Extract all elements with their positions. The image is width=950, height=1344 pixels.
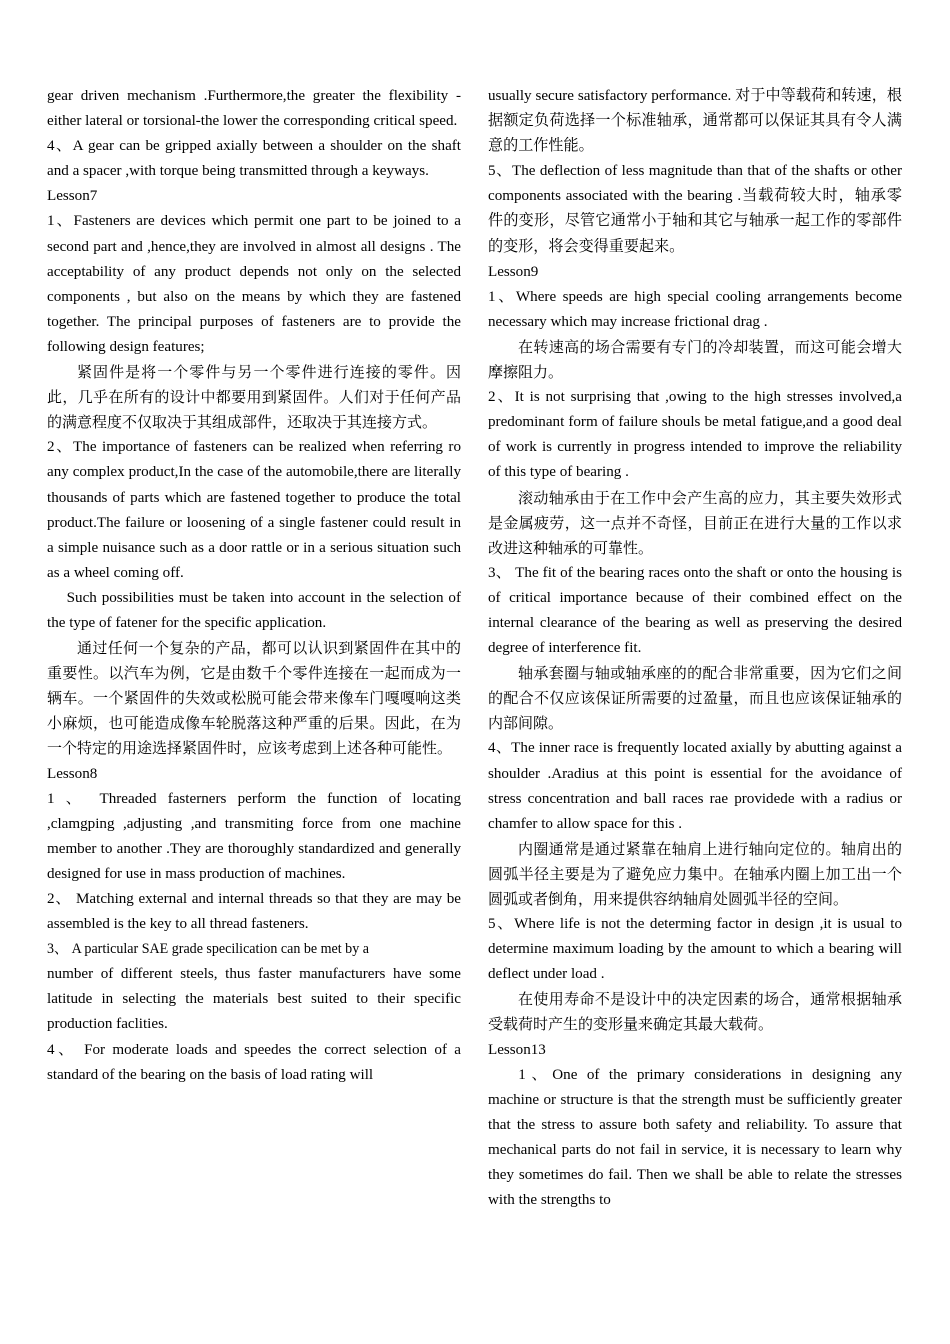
paragraph-lesson7-item-2-translation: 通过任何一个复杂的产品，都可以认识到紧固件在其中的重要性。以汽车为例，它是由数千个零件连接在一起而成为一辆车。一个紧固件的失效或松脱可能会带来像车门嘎嘎响这类小麻烦，也可能造成像车轮脱落这种严重的后果。因此，在为一个特定的用途选择紧固件时，应该考虑到上述各种可能性。 — [47, 639, 461, 758]
paragraph-lesson9-item-2: 2、It is not surprising that ,owing to the high stresses involved,a predominant form of failure shouls be metal fatigue,and a good deal of work is currently in progress intended to improve the reliability of this type of bearing . — [488, 389, 902, 481]
paragraph-continued-bearing-performance: usually secure satisfactory performance. 对于中等载荷和转速，根据额定负荷选择一个标准轴承，通常都可以保证其具有令人满意的工作性能。 — [488, 88, 902, 155]
paragraph-lesson9-item-3-translation: 轴承套圈与轴或轴承座的的配合非常重要，因为它们之间的配合不仅应该保证所需要的过盈量，而且也应该保证轴承的内部间隙。 — [488, 664, 902, 733]
paragraph-lesson8-item-1: 1 、 Threaded fasterners perform the function of locating ,clamgping ,adjusting ,and transmiting force from one machine member to another .They are thoroughly standardized and generally designed for use in mass production of machines. — [47, 790, 461, 882]
paragraph-lesson7-item-2: 2、The importance of fasteners can be realized when referring ro any complex product,In the case of the automobile,there are literally thousands of parts which are fastened together to produce the total product.The failure or loosening of a single fastener could result in a simple nuisance such as a door rattle or in a serious situation such as a wheel coming off. — [47, 439, 461, 581]
paragraph-lesson8-item-3-body: number of different steels, thus faster manufacturers have some latitude in selecting the materials best suited to their specific production faclities. — [47, 966, 461, 1033]
lesson-heading-8: Lesson8 — [47, 765, 98, 782]
condensed-text-run: 3、 A particular SAE grade specilication can be met by a — [47, 941, 369, 958]
paragraph-lesson8-item-4: 4、 For moderate loads and speedes the correct selection of a standard of the bearing on the basis of load rating will — [47, 1041, 461, 1083]
paragraph-lesson13-item-1: 1、One of the primary considerations in designing any machine or structure is that the strength must be sufficiently greater that the stress to assure both safety and reliability. To assure that mechanical parts do not fail in service, it is necessary to learn why they sometimes do fail. Then we shall be able to relate the stresses with the strengths to — [488, 1066, 902, 1209]
paragraph-lesson7-item-2-continued: Such possibilities must be taken into account in the selection of the type of fatener for the specific application. — [47, 589, 461, 631]
two-column-layout — [47, 84, 910, 1213]
paragraph-lesson9-item-1-translation: 在转速高的场合需要有专门的冷却装置，而这可能会增大摩擦阻力。 — [488, 337, 902, 382]
lesson-heading-9: Lesson9 — [488, 263, 539, 280]
paragraph-lesson8-item-3-first-line — [47, 937, 461, 962]
lesson-heading-7: Lesson7 — [47, 188, 98, 205]
paragraph-lesson9-item-4: 4、The inner race is frequently located axially by abutting against a shoulder .Aradius at this point is essential for the avoidance of stress concentration and ball races rae providede with a radius or chamfer to allow space for this . — [488, 740, 902, 832]
left-column — [47, 84, 461, 1088]
paragraph-lesson9-item-5-translation: 在使用寿命不是设计中的决定因素的场合，通常根据轴承受载荷时产生的变形量来确定其最大载荷。 — [488, 990, 902, 1034]
right-column — [488, 84, 902, 1213]
paragraph-lesson9-item-2-translation: 滚动轴承由于在工作中会产生高的应力，其主要失效形式是金属疲劳，这一点并不奇怪，目前正在进行大量的工作以求改进这种轴承的可靠性。 — [488, 488, 902, 557]
paragraph-lesson9-item-5: 5、Where life is not the determing factor in design ,it is usual to determine maximum loading by the amount to which a bearing will deflect under load . — [488, 916, 902, 983]
paragraph-continued-gear-mechanism: gear driven mechanism .Furthermore,the greater the flexibility -either lateral or torsional-the lower the corresponding critical speed. — [47, 88, 461, 130]
paragraph-lesson9-item-1: 1、Where speeds are high special cooling arrangements become necessary which may increase frictional drag . — [488, 288, 902, 330]
paragraph-lesson8-item-2: 2、 Matching external and internal threads so that they are may be assembled is the key to all thread fasteners. — [47, 891, 461, 933]
paragraph-lesson8-item-5: 5、The deflection of less magnitude than that of the shafts or other components associated with the bearing .当载荷较大时，轴承零件的变形，尽管它通常小于轴和其它与轴承一起工作的零部件的变形，将会变得重要起来。 — [488, 163, 902, 255]
paragraph-lesson9-item-3: 3、 The fit of the bearing races onto the shaft or onto the housing is of critical importance because of their combined effect on the internal clearance of the bearing as well as preserving the desired degree of interference fit. — [488, 564, 902, 657]
paragraph-lesson6-item-4: 4、A gear can be gripped axially between a shoulder on the shaft and a spacer ,with torque being transmitted through a keyways. — [47, 138, 461, 180]
paragraph-lesson7-item-1-translation: 紧固件是将一个零件与另一个零件进行连接的零件。因此，几乎在所有的设计中都要用到紧固件。人们对于任何产品的满意程度不仅取决于其组成部件，还取决于其连接方式。 — [47, 363, 461, 432]
lesson-heading-13: Lesson13 — [488, 1041, 546, 1058]
paragraph-lesson7-item-1: 1、Fasteners are devices which permit one part to be joined to a second part and ,hence,they are involved in almost all designs . The acceptability of any product depends not only on the selected components , but also on the means by which they are fastened together. The principal purposes of fasteners are to provide the following design features; — [47, 213, 461, 355]
paragraph-lesson9-item-4-translation: 内圈通常是通过紧靠在轴肩上进行轴向定位的。轴肩出的圆弧半径主要是为了避免应力集中。在轴承内圈上加工出一个圆弧或者倒角，用来提供容纳轴肩处圆弧半径的空间。 — [488, 839, 902, 908]
